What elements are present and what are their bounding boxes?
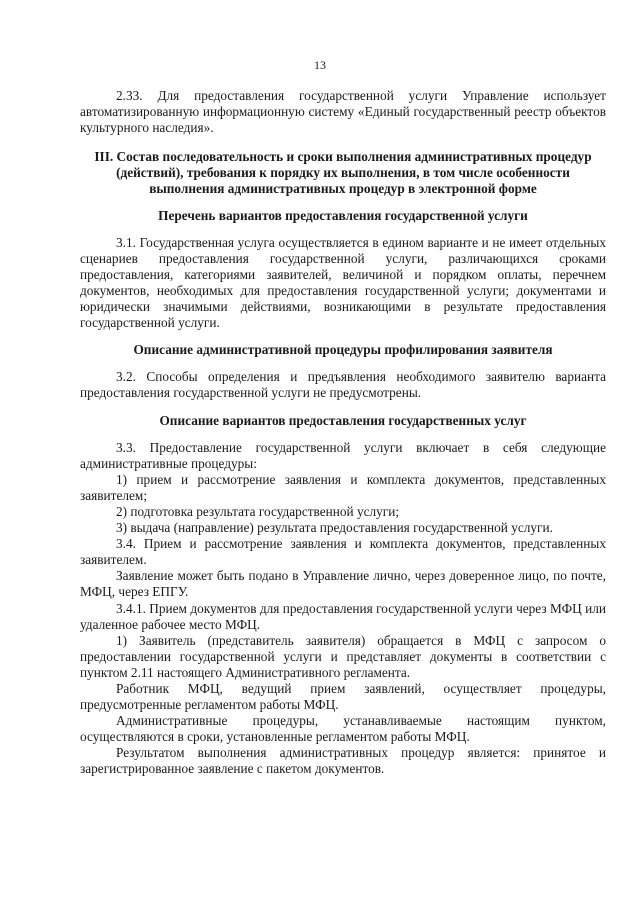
paragraph-3-4-1-result: Результатом выполнения административных процедур является: принятое и зарегистрированное заявление с пакетом документов. <box>80 745 606 777</box>
page-content <box>80 88 606 778</box>
paragraph-2-33: 2.33. Для предоставления государственной услуги Управление использует автоматизированную информационную систему «Единый государственный реестр объектов культурного наследия». <box>80 88 606 136</box>
paragraph-3-4: 3.4. Прием и рассмотрение заявления и комплекта документов, представленных заявителем. <box>80 536 606 568</box>
paragraph-3-4-1-item-1: 1) Заявитель (представитель заявителя) обращается в МФЦ с запросом о предоставлении государственной услуги и представляет документы в соответствии с пунктом 2.11 настоящего Административного регламента. <box>80 632 606 680</box>
paragraph-3-4-1: 3.4.1. Прием документов для предоставления государственной услуги через МФЦ или удаленное рабочее место МФЦ. <box>80 600 606 632</box>
paragraph-3-3-item-1: 1) прием и рассмотрение заявления и комплекта документов, представленных заявителем; <box>80 471 606 503</box>
page-number: 13 <box>314 58 326 72</box>
paragraph-3-1: 3.1. Государственная услуга осуществляется в едином варианте и не имеет отдельных сценариев предоставления государственной услуги, различающихся сроками предоставления, категориями заявителей, величиной и порядком оплаты, перечнем документов, необходимых для предоставления государственной услуги; документами и юридически значимыми действиями, возникающими в результате предоставления государственной услуги. <box>80 234 606 331</box>
paragraph-3-2: 3.2. Способы определения и предъявления необходимого заявителю варианта предоставления государственной услуги не предусмотрены. <box>80 369 606 401</box>
subsection-variants-list-title: Перечень вариантов предоставления государственной услуги <box>158 207 528 223</box>
section-3-title: III. Состав последовательность и сроки выполнения административных процедур (действий), требования к порядку их выполнения, в том числе особенности выполнения административных процедур в электронной форме <box>94 149 592 197</box>
paragraph-3-4-submission: Заявление может быть подано в Управление лично, через доверенное лицо, по почте, МФЦ, через ЕПГУ. <box>80 568 606 600</box>
subsection-profiling-title: Описание административной процедуры профилирования заявителя <box>133 342 553 358</box>
paragraph-3-3-item-2: 2) подготовка результата государственной услуги; <box>116 503 400 519</box>
paragraph-3-3: 3.3. Предоставление государственной услуги включает в себя следующие административные процедуры: <box>80 439 606 471</box>
paragraph-3-4-1-mfc-worker: Работник МФЦ, ведущий прием заявлений, осуществляет процедуры, предусмотренные регламентом работы МФЦ. <box>80 681 606 713</box>
paragraph-3-3-item-3: 3) выдача (направление) результата предоставления государственной услуги. <box>116 520 553 536</box>
subsection-variants-description-title: Описание вариантов предоставления государственных услуг <box>159 412 527 428</box>
paragraph-3-4-1-deadlines: Административные процедуры, устанавливаемые настоящим пунктом, осуществляются в сроки, установленные регламентом работы МФЦ. <box>80 713 606 745</box>
